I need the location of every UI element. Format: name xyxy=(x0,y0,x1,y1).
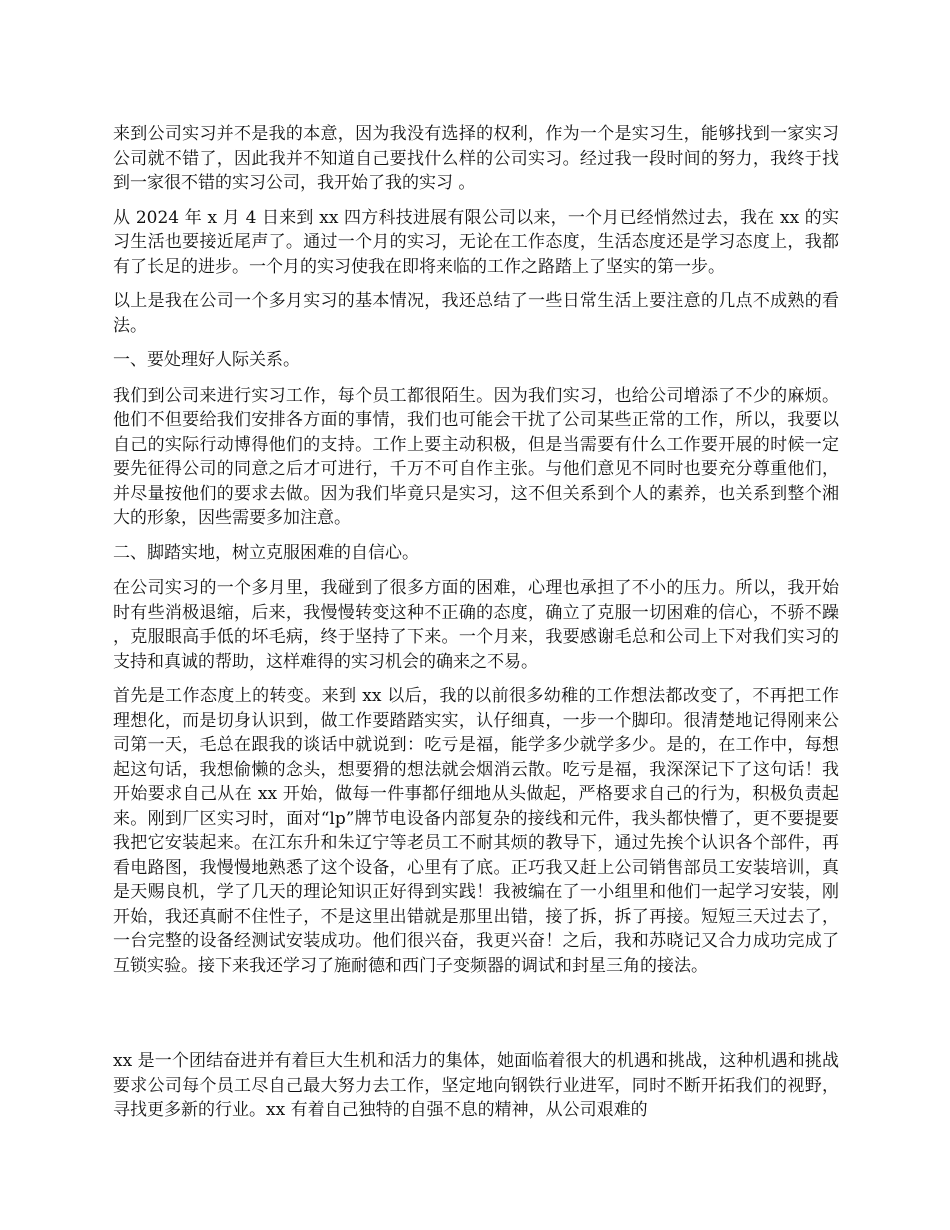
section-heading-confidence: 二、脚踏实地，树立克服困难的自信心。 xyxy=(113,542,419,563)
paragraph-work-attitude: 首先是工作态度上的转变。来到 xx 以后，我的以前很多幼稚的工作想法都改变了，不再把工作理想化，而是切身认识到，做工作要踏踏实实，认仔细真，一步一个脚印。很清楚地记得刚来公司第一天，毛总在跟我的谈话中就说到：吃亏是福，能学多少就学多少。是的，在工作中，每想起这句话，我想偷懒的念头，想要猾的想法就会烟消云散。吃亏是福，我深深记下了这句话！我开始要求自己从在 xx 开始，做每一件事都仔细地从头做起，严格要求自己的行为，积极负责起来。刚到厂区实习时，面对“lp”牌节电设备内部复杂的接线和元件，我头都快懵了，更不要提要我把它安装起来。在江东升和朱辽宁等老员工不耐其烦的教导下，通过先挨个认识各个部件，再看电路图，我慢慢地熟悉了这个设备，心里有了底。正巧我又赶上公司销售部员工安装培训，真是天赐良机，学了几天的理论知识正好得到实践！我被编在了一小组里和他们一起学习安装，刚开始，我还真耐不住性子，不是这里出错就是那里出错，接了拆，拆了再接。短短三天过去了，一台完整的设备经测试安装成功。他们很兴奋，我更兴奋！之后，我和苏晓记又合力成功完成了互锁实验。接下来我还学习了施耐德和西门子变频器的调试和封星三角的接法。 xyxy=(113,686,839,976)
paragraph-internship-period: 从 2024 年 x 月 4 日来到 xx 四方科技进展有限公司以来，一个月已经悄然过去，我在 xx 的实习生活也要接近尾声了。通过一个月的实习，无论在工作态度，生活态度还是学习态度上，我都有了长足的进步。一个月的实习使我在即将来临的工作之路踏上了坚实的第一步。 xyxy=(113,207,839,277)
section-heading-relationships: 一、要处理好人际关系。 xyxy=(113,350,300,370)
document-tail xyxy=(113,1049,839,1123)
paragraph-difficulties: 在公司实习的一个多月里，我碰到了很多方面的困难，心理也承担了不小的压力。所以，我开始时有些消极退缩，后来，我慢慢转变这种不正确的态度，确立了克服一切困难的信心，不骄不躁 ，克服眼高手低的坏毛病，终于坚持了下来。一个月来，我要感谢毛总和公司上下对我们实习的支持和真诚的帮助，这样难得的实习机会的确来之不易。 xyxy=(113,578,839,672)
document-body xyxy=(113,122,839,988)
paragraph-intro: 来到公司实习并不是我的本意，因为我没有选择的权利，作为一个是实习生，能够找到一家实习公司就不错了，因此我并不知道自己要找什么样的公司实习。经过我一段时间的努力，我终于找到一家很不错的实习公司，我开始了我的实习 。 xyxy=(113,124,839,193)
paragraph-summary: 以上是我在公司一个多月实习的基本情况，我还总结了一些日常生活上要注意的几点不成熟的看法。 xyxy=(113,291,839,336)
paragraph-relationships: 我们到公司来进行实习工作，每个员工都很陌生。因为我们实习，也给公司增添了不少的麻烦。他们不但要给我们安排各方面的事情，我们也可能会干扰了公司某些正常的工作，所以，我要以自己的实际行动博得他们的支持。工作上要主动积极，但是当需要有什么工作要开展的时候一定要先征得公司的同意之后才可进行，千万不可自作主张。与他们意见不同时也要充分尊重他们，并尽量按他们的要求去做。因为我们毕竟只是实习，这不但关系到个人的素养，也关系到整个湘大的形象，因些需要多加注意。 xyxy=(113,385,839,528)
paragraph-company: xx 是一个团结奋进并有着巨大生机和活力的集体，她面临着很大的机遇和挑战，这种机遇和挑战要求公司每个员工尽自己最大努力去工作，坚定地向钢铁行业进军，同时不断开拓我们的视野，寻找更多新的行业。xx 有着自己独特的自强不息的精神，从公司艰难的 xyxy=(113,1051,839,1120)
